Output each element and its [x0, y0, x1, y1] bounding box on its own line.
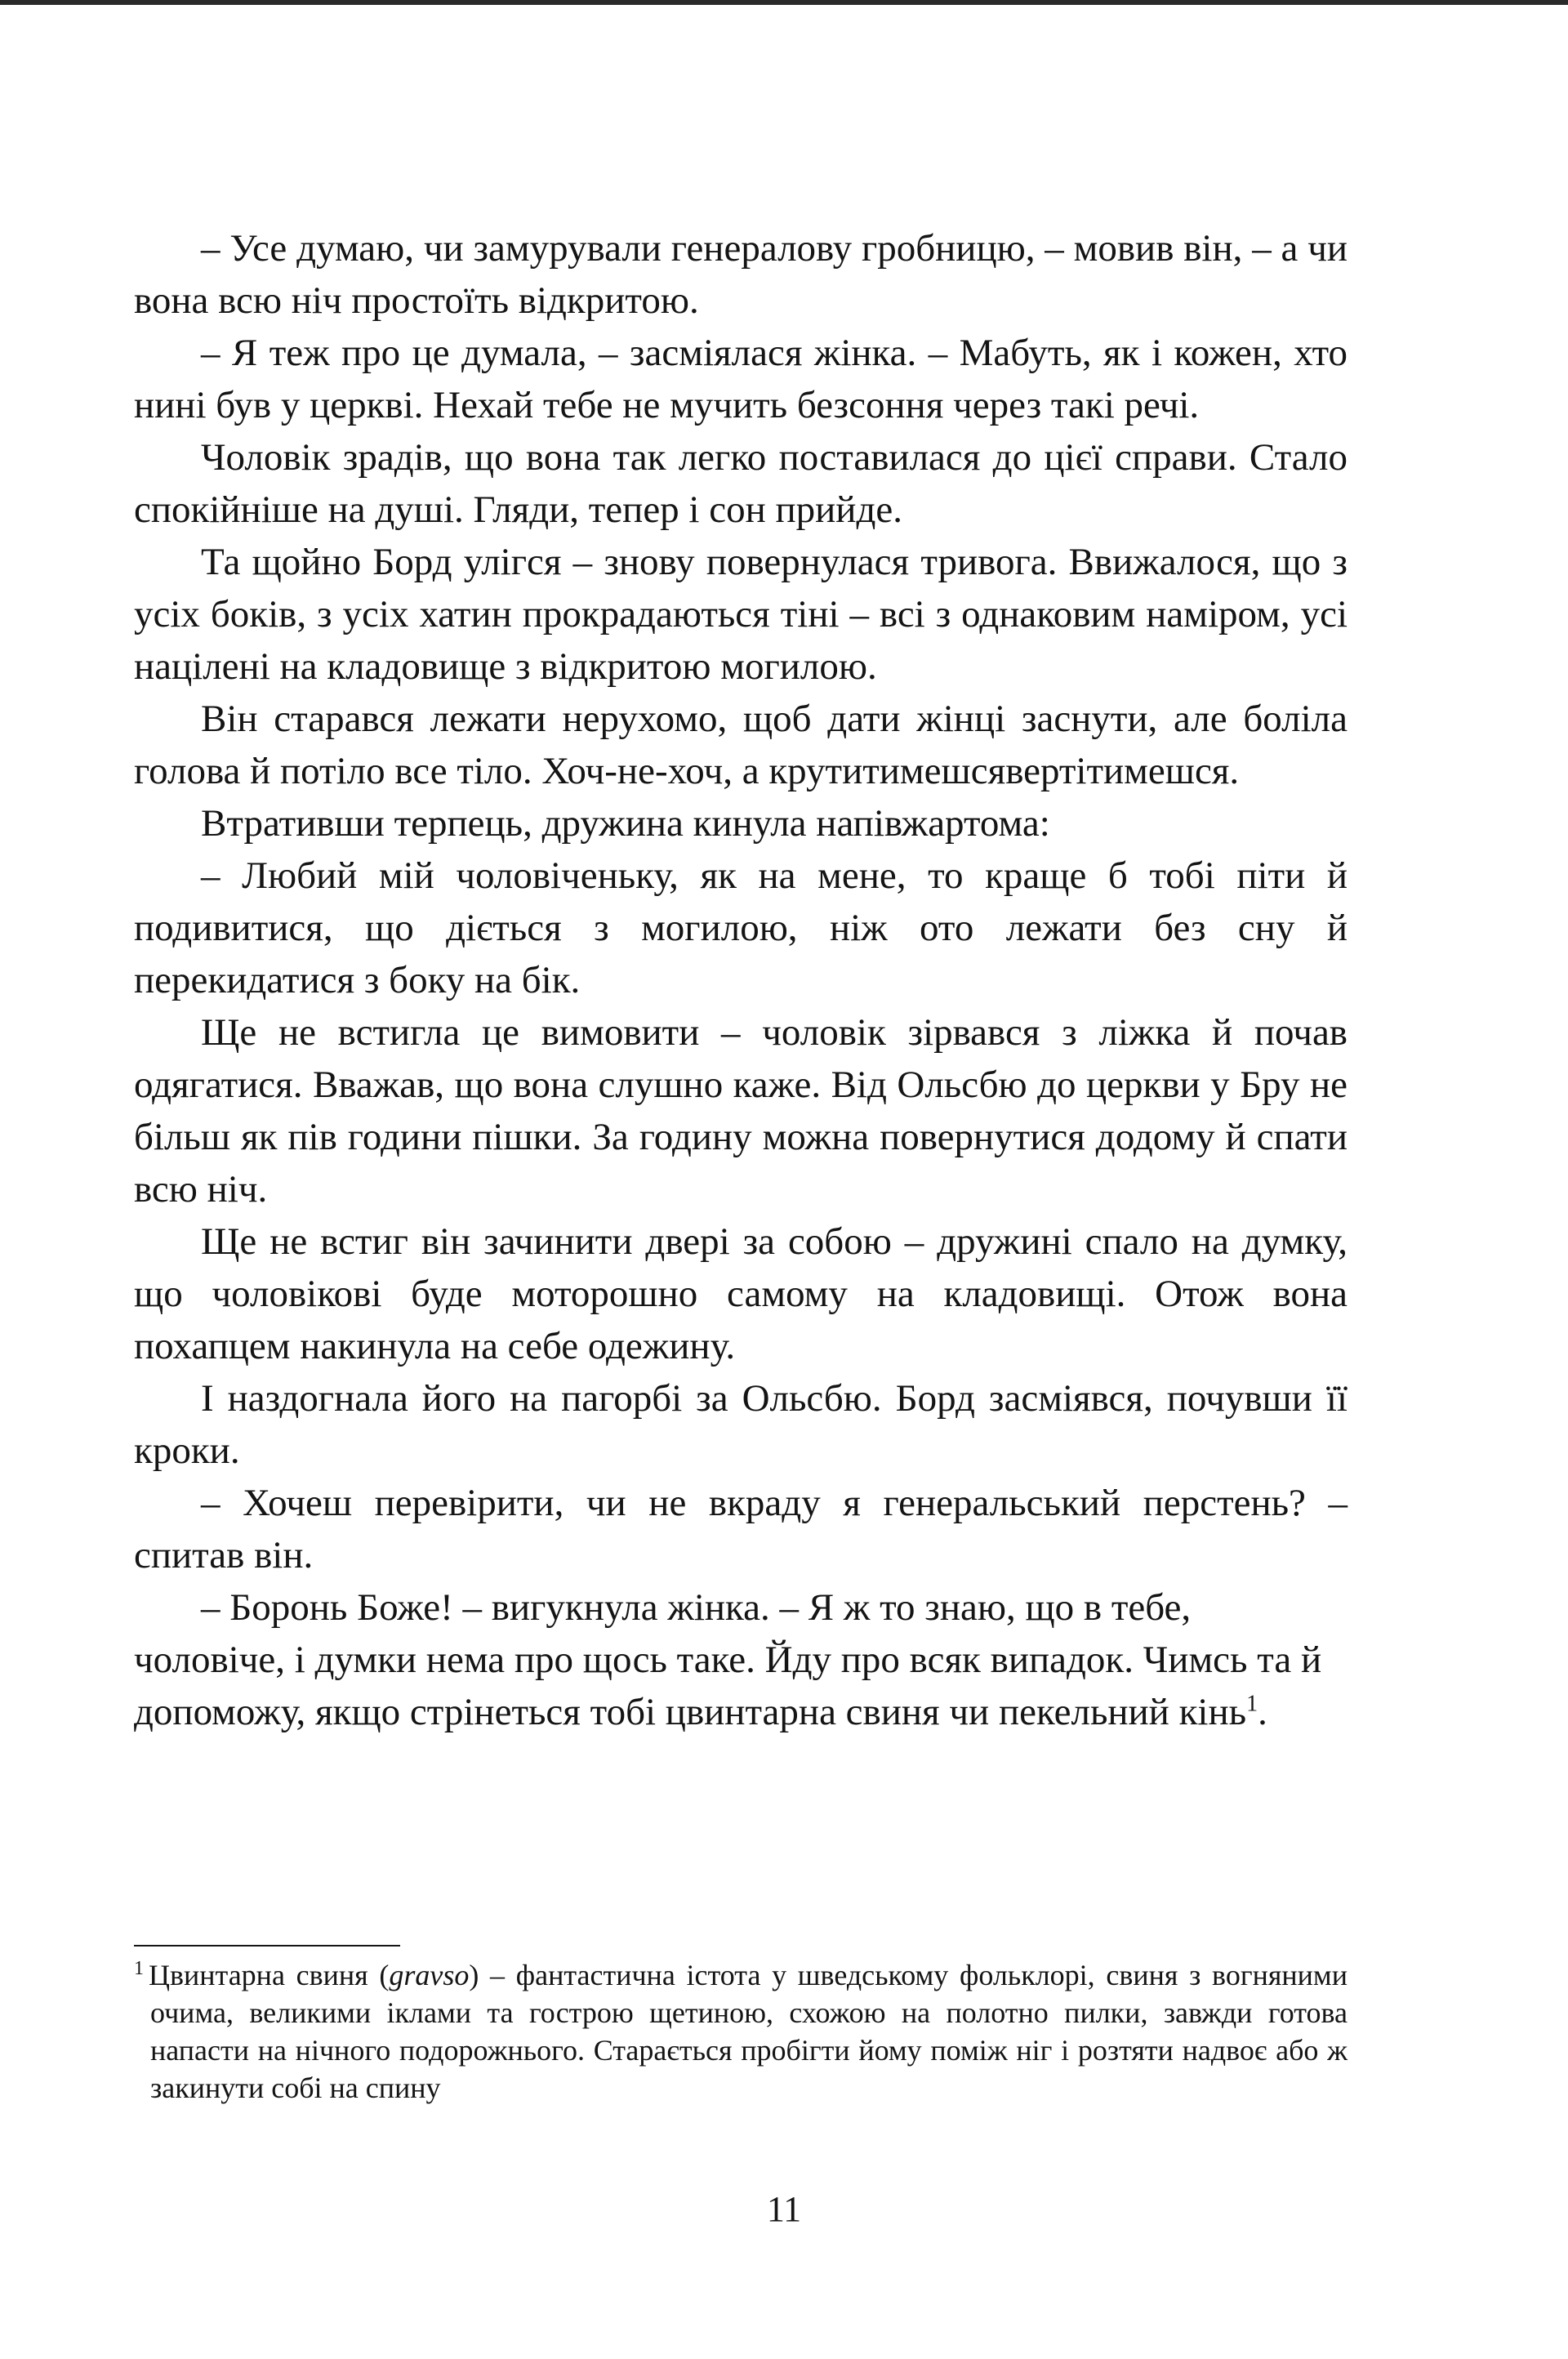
paragraph: Він старався лежати нерухомо, щоб дати жінці заснути, але боліла голова й потіло все тіло. Хоч-не-хоч, а крутитимешсявертітимешся.	[134, 698, 1348, 792]
top-border-line	[0, 0, 1568, 5]
paragraph: Ще не встиг він зачинити двері за собою – дружині спало на думку, що чоловікові буде моторошно самому на кладовищі. Отож вона похапцем накинула на себе одежину.	[134, 1220, 1348, 1367]
page-number: 11	[766, 2189, 802, 2229]
main-text	[134, 222, 1348, 1738]
paragraph: Та щойно Борд улігся – знову повернулася тривога. Ввижалося, що з усіх боків, з усіх хатин прокрадаються тіні – всі з однаковим наміром, усі націлені на кладовище з відкритою могилою.	[134, 541, 1348, 688]
paragraph: – Усе думаю, чи замурували генералову гробницю, – мовив він, – а чи вона всю ніч простоїть відкритою.	[134, 227, 1348, 322]
paragraph: – Хочеш перевірити, чи не вкраду я генеральський перстень? – спитав він.	[134, 1482, 1348, 1576]
footnote-term: Цвинтарна свиня (	[149, 1959, 390, 1991]
paragraph: Ще не встигла це вимовити – чоловік зірвався з ліжка й почав одягатися. Вважав, що вона слушно каже. Від Ольсбю до церкви у Бру не більш як пів години пішки. За годину можна повернутися додому й спати всю ніч.	[134, 1011, 1348, 1211]
paragraph: Чоловік зрадів, що вона так легко поставилася до цієї справи. Стало спокійніше на душі. Гляди, тепер і сон прийде.	[134, 436, 1348, 531]
footnote-term-original: gravso	[389, 1959, 470, 1991]
paragraph-text: – Боронь Боже! – вигукнула жінка. – Я ж то знаю, що в тебе, чоловіче, і думки нема про щось таке. Йду про всяк випадок. Чимсь та й допоможу, якщо стрінеться тобі цвинтарна свиня чи пекельний кінь	[134, 1586, 1322, 1733]
footnote-text: ) – фантастична істота у шведському фольклорі, свиня з вогняними очима, великими іклами та гострою щетиною, схожою на полотно пилки, завжди готова напасти на нічного подорожнього. Старається пробігти йому поміж ніг і розтяти надвоє або ж закинути собі на спину	[150, 1959, 1348, 2104]
paragraph: І наздогнала його на пагорбі за Ольсбю. Борд засміявся, почувши її кроки.	[134, 1377, 1348, 1472]
paragraph: – Любий мій чоловіченьку, як на мене, то краще б тобі піти й подивитися, що діється з могилою, ніж ото лежати без сну й перекидатися з боку на бік.	[134, 854, 1348, 1001]
footnote-separator	[134, 1945, 400, 1947]
footnote-marker: 1	[134, 1958, 144, 1979]
paragraph: Втративши терпець, дружина кинула напівжартома:	[201, 802, 1050, 845]
paragraph: – Я теж про це думала, – засміялася жінка. – Мабуть, як і кожен, хто нині був у церкві. Нехай тебе не мучить безсоння через такі речі.	[134, 332, 1348, 426]
paragraph-with-footnote: – Боронь Боже! – вигукнула жінка. – Я ж то знаю, що в тебе, чоловіче, і думки нема про щось таке. Йду про всяк випадок. Чимсь та й допоможу, якщо стрінеться тобі цвинтарна свиня чи пекельний кінь$^1$.	[134, 1586, 1322, 1733]
footnote	[134, 1956, 1348, 2107]
footnote-reference[interactable]: 1	[1246, 1691, 1258, 1717]
